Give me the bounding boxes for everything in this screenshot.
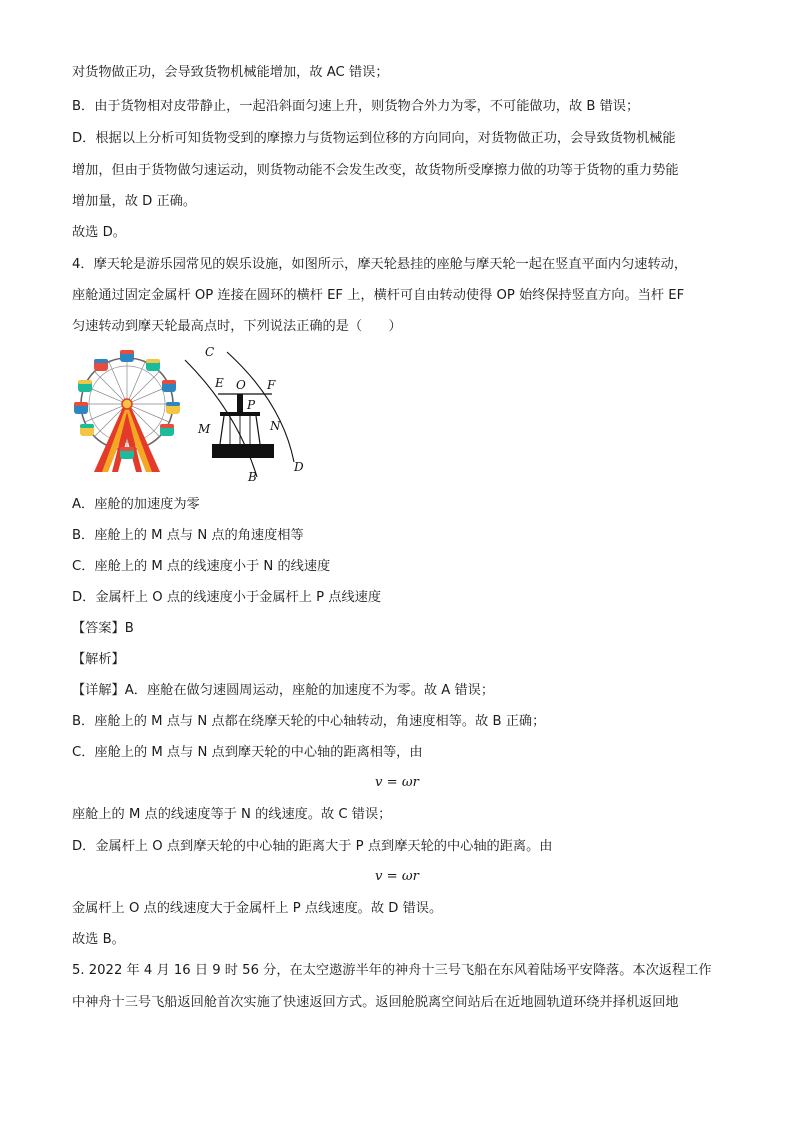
label-o: O [236, 378, 246, 392]
question-4-line-3: 匀速转动到摩天轮最高点时，下列说法正确的是（ ） [72, 319, 402, 334]
analysis-line-4: 座舱上的 M 点的线速度等于 N 的线速度。故 C 错误； [72, 807, 392, 822]
label-n: N [270, 419, 281, 433]
line-5: 增加量，故 D 正确。 [72, 194, 197, 209]
label-c: C [205, 345, 215, 359]
analysis-line-6: 金属杆上 O 点的线速度大于金属杆上 P 点线速度。故 D 错误。 [72, 901, 443, 916]
label-m: M [198, 422, 211, 436]
cabin-schematic [185, 352, 294, 477]
analysis-line-7: 故选 B。 [72, 932, 125, 947]
option-b: B．座舱上的 M 点与 N 点的角速度相等 [72, 528, 304, 543]
label-e: E [215, 376, 224, 390]
question-4-line-1: 4．摩天轮是游乐园常见的娱乐设施，如图所示，摩天轮悬挂的座舱与摩天轮一起在竖直平面内匀速转动， [72, 257, 688, 272]
option-c: C．座舱上的 M 点的线速度小于 N 的线速度 [72, 559, 331, 574]
label-f: F [267, 378, 276, 392]
label-p: P [247, 398, 256, 412]
option-a: A．座舱的加速度为零 [72, 497, 200, 512]
line-4: 增加，但由于货物做匀速运动，则货物动能不会发生改变，故货物所受摩擦力做的功等于货物的重力势能 [72, 163, 679, 178]
ferris-wheel-illustration [74, 350, 180, 472]
option-d: D．金属杆上 O 点的线速度小于金属杆上 P 点线速度 [72, 590, 382, 605]
analysis-label: 【解析】 [72, 652, 125, 667]
question-5-line-1: 5. 2022 年 4 月 16 日 9 时 56 分，在太空遨游半年的神舟十三号飞船在东风着陆场平安降落。本次返程工作 [72, 963, 712, 978]
line-3: D．根据以上分析可知货物受到的摩擦力与货物运到位移的方向同向，对货物做正功，会导致货物机械能 [72, 131, 676, 146]
analysis-line-2: B．座舱上的 M 点与 N 点都在绕摩天轮的中心轴转动，角速度相等。故 B 正确； [72, 714, 546, 729]
answer-label: 【答案】B [72, 621, 134, 636]
question-4-line-2: 座舱通过固定金属杆 OP 连接在圆环的横杆 EF 上，横杆可自由转动使得 OP 始终保持竖直方向。当杆 EF [72, 288, 685, 303]
analysis-line-1: 【详解】A．座舱在做匀速圆周运动，座舱的加速度不为零。故 A 错误； [72, 683, 495, 698]
line-1: 对货物做正功，会导致货物机械能增加，故 AC 错误； [72, 65, 389, 80]
question-5-line-2: 中神舟十三号飞船返回舱首次实施了快速返回方式。返回舱脱离空间站后在近地圆轨道环绕并择机返回地 [72, 995, 679, 1010]
line-2: B．由于货物相对皮带静止，一起沿斜面匀速上升，则货物合外力为零，不可能做功，故 B 错误； [72, 99, 640, 114]
analysis-line-5: D．金属杆上 O 点到摩天轮的中心轴的距离大于 P 点到摩天轮的中心轴的距离。由 [72, 839, 553, 854]
formula-1: v = ωr [375, 775, 419, 790]
label-d: D [294, 460, 304, 474]
line-6: 故选 D。 [72, 225, 126, 240]
ferris-wheel-figure [72, 342, 317, 487]
formula-2: v = ωr [375, 869, 419, 884]
analysis-line-3: C．座舱上的 M 点与 N 点到摩天轮的中心轴的距离相等，由 [72, 745, 423, 760]
label-b: B [248, 470, 257, 484]
